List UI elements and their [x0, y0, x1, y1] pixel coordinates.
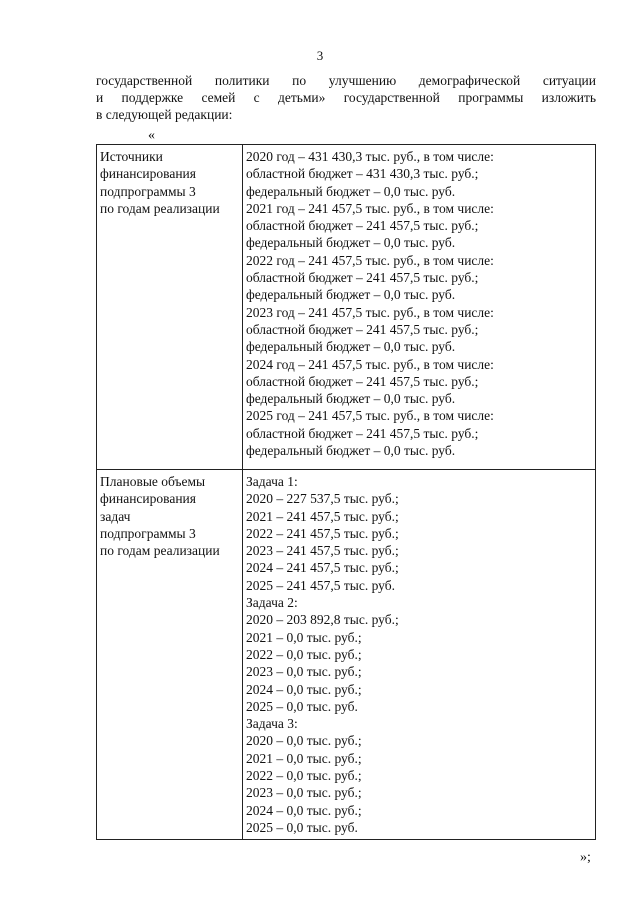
row-value-cell [243, 470, 596, 840]
row-value-line: федеральный бюджет – 0,0 тыс. руб. [246, 391, 456, 407]
row-value-line: 2020 – 0,0 тыс. руб.; [246, 733, 362, 749]
intro-line: в следующей редакции: [96, 107, 233, 122]
row-value-line: 2023 – 0,0 тыс. руб.; [246, 785, 362, 801]
row-value-line: 2023 – 241 457,5 тыс. руб.; [246, 543, 399, 559]
row-label-line: финансирования [100, 491, 196, 507]
row-value-line: 2024 – 241 457,5 тыс. руб.; [246, 560, 399, 576]
row-value-line: областной бюджет – 241 457,5 тыс. руб.; [246, 373, 479, 389]
row-label-line: по годам реализации [100, 200, 220, 216]
row-value-line: Задача 1: [246, 474, 298, 489]
row-value-line: 2023 – 0,0 тыс. руб.; [246, 664, 362, 680]
row-value-line: 2024 год – 241 457,5 тыс. руб., в том числе: [246, 356, 494, 372]
row-value-line: 2020 – 203 892,8 тыс. руб.; [246, 612, 399, 628]
row-value-line: 2024 – 0,0 тыс. руб.; [246, 681, 362, 697]
row-value-line: 2021 год – 241 457,5 тыс. руб., в том числе: [246, 200, 494, 216]
row-label-cell [97, 470, 243, 840]
row-value-line: 2023 год – 241 457,5 тыс. руб., в том числе: [246, 304, 494, 320]
row-value-line: областной бюджет – 241 457,5 тыс. руб.; [246, 321, 479, 337]
row-value-line: 2022 – 241 457,5 тыс. руб.; [246, 525, 399, 541]
table-row-task-volumes [97, 470, 596, 840]
row-label-cell [97, 145, 243, 470]
row-label-line: Плановые объемы [100, 474, 206, 489]
row-value-line: 2022 год – 241 457,5 тыс. руб., в том числе: [246, 252, 494, 268]
row-value-line: 2025 – 0,0 тыс. руб. [246, 819, 358, 835]
row-label-line: финансирования [100, 166, 196, 182]
funding-table-body [97, 145, 596, 840]
row-value-line: 2022 – 0,0 тыс. руб.; [246, 646, 362, 662]
table-row-funding-sources [97, 145, 596, 470]
funding-table [96, 144, 596, 840]
closing-quote-mark: »; [580, 850, 591, 865]
row-value-line: Задача 3: [246, 716, 298, 732]
row-value-line: областной бюджет – 241 457,5 тыс. руб.; [246, 270, 479, 286]
page-number: 3 [316, 48, 324, 63]
row-value-line: федеральный бюджет – 0,0 тыс. руб. [246, 183, 456, 199]
row-label-line: подпрограммы 3 [100, 525, 196, 541]
row-value-line: федеральный бюджет – 0,0 тыс. руб. [246, 443, 456, 459]
opening-quote-mark: « [148, 128, 155, 143]
row-value-line: 2020 – 227 537,5 тыс. руб.; [246, 491, 399, 507]
row-value-line: 2025 год – 241 457,5 тыс. руб., в том числе: [246, 408, 494, 424]
row-value-line: федеральный бюджет – 0,0 тыс. руб. [246, 339, 456, 355]
row-value-line: 2021 – 0,0 тыс. руб.; [246, 750, 362, 766]
row-value-line: 2021 – 0,0 тыс. руб.; [246, 629, 362, 645]
row-value-line: 2020 год – 431 430,3 тыс. руб., в том числе: [246, 149, 494, 164]
row-label-line: подпрограммы 3 [100, 183, 196, 199]
row-value-line: областной бюджет – 431 430,3 тыс. руб.; [246, 166, 479, 182]
intro-paragraph [96, 72, 596, 123]
row-label-line: по годам реализации [100, 543, 220, 559]
row-value-line: 2025 – 0,0 тыс. руб. [246, 698, 358, 714]
row-value-line: федеральный бюджет – 0,0 тыс. руб. [246, 287, 456, 303]
row-value-line: федеральный бюджет – 0,0 тыс. руб. [246, 235, 456, 251]
row-value-line: областной бюджет – 241 457,5 тыс. руб.; [246, 218, 479, 234]
row-value-line: 2024 – 0,0 тыс. руб.; [246, 802, 362, 818]
intro-line: и поддержке семей с детьми» государственной программы изложить [96, 90, 596, 105]
row-value-line: областной бюджет – 241 457,5 тыс. руб.; [246, 425, 479, 441]
row-value-line: 2021 – 241 457,5 тыс. руб.; [246, 508, 399, 524]
row-label-line: задач [100, 508, 131, 524]
row-value-line: 2022 – 0,0 тыс. руб.; [246, 768, 362, 784]
intro-line: государственной политики по улучшению демографической ситуации [96, 73, 596, 88]
row-value-cell [243, 145, 596, 470]
row-label-line: Источники [100, 149, 163, 164]
row-value-line: 2025 – 241 457,5 тыс. руб. [246, 577, 395, 593]
row-value-line: Задача 2: [246, 595, 298, 611]
